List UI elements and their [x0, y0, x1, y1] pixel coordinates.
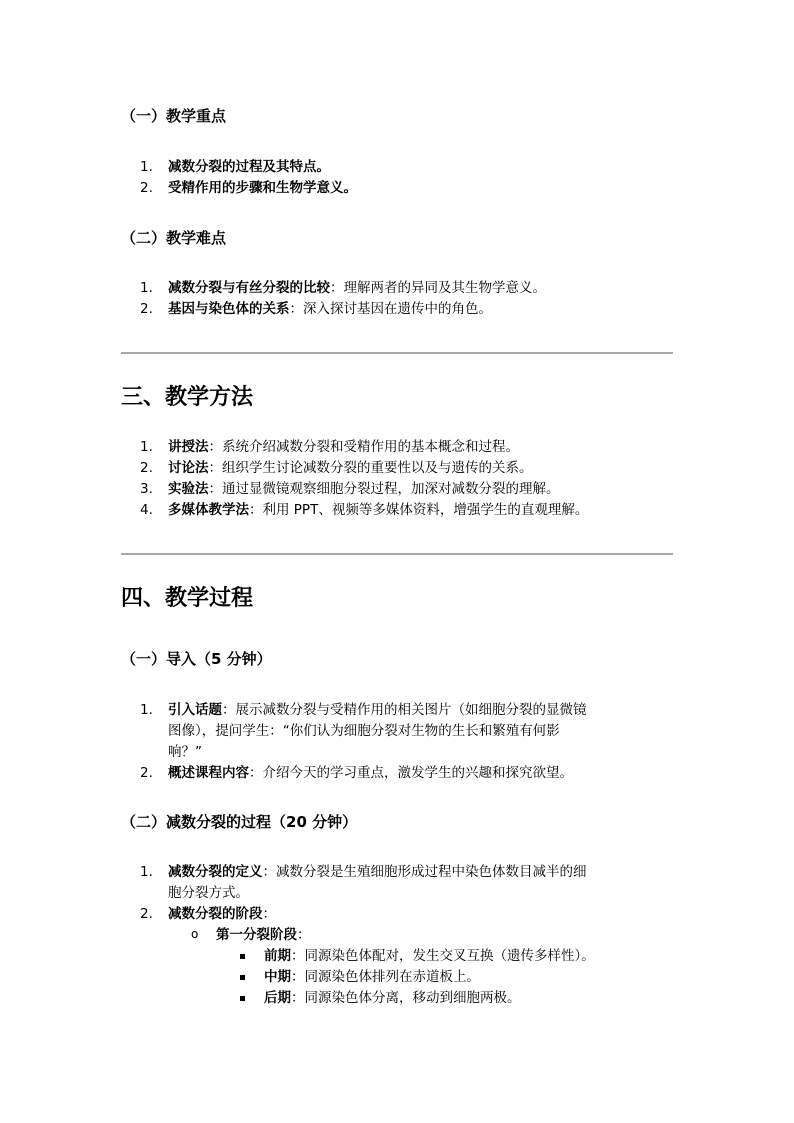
list-text: 减数分裂的过程及其特点。	[168, 159, 330, 175]
phase-text: 后期：同源染色体分离，移动到细胞两极。	[264, 990, 521, 1006]
list-text-continuation: 胞分裂方式。	[168, 885, 249, 901]
square-bullet-icon	[240, 954, 245, 959]
list-text: 引入话题：展示减数分裂与受精作用的相关图片（如细胞分裂的显微镜	[168, 702, 587, 718]
list-number: 2.	[140, 301, 153, 317]
circle-bullet-icon: o	[191, 927, 199, 941]
square-bullet-icon	[240, 975, 245, 980]
list-text: 减数分裂与有丝分裂的比较：理解两者的异同及其生物学意义。	[168, 280, 546, 296]
list-number: 1.	[140, 439, 153, 455]
section-divider	[121, 352, 673, 354]
phase-text: 前期：同源染色体配对，发生交叉互换（遗传多样性）。	[264, 948, 595, 964]
heading-intro: （一）导入（5 分钟）	[121, 650, 272, 668]
list-text: 讲授法：系统介绍减数分裂和受精作用的基本概念和过程。	[168, 439, 519, 455]
heading-teaching-process: 四、教学过程	[121, 586, 254, 611]
heading-teaching-focus: （一）教学重点	[121, 107, 227, 125]
heading-meiosis-process: （二）减数分裂的过程（20 分钟）	[121, 813, 358, 831]
list-number: 2.	[140, 765, 153, 781]
sub-list-text: 第一分裂阶段：	[216, 927, 311, 943]
list-number: 4.	[140, 502, 153, 518]
list-text-continuation: 响？”	[168, 744, 202, 760]
list-number: 2.	[140, 906, 153, 922]
list-text: 减数分裂的阶段：	[168, 906, 276, 922]
phase-text: 中期：同源染色体排列在赤道板上。	[264, 969, 480, 985]
list-number: 1.	[140, 280, 153, 296]
list-text: 多媒体教学法：利用 PPT、视频等多媒体资料，增强学生的直观理解。	[168, 502, 589, 518]
list-text: 概述课程内容：介绍今天的学习重点，激发学生的兴趣和探究欲望。	[168, 765, 573, 781]
list-number: 1.	[140, 702, 153, 718]
list-text: 减数分裂的定义：减数分裂是生殖细胞形成过程中染色体数目减半的细	[168, 864, 587, 880]
list-text: 受精作用的步骤和生物学意义。	[168, 180, 357, 196]
list-number: 1.	[140, 159, 153, 175]
square-bullet-icon	[240, 996, 245, 1001]
heading-teaching-difficulty: （二）教学难点	[121, 229, 227, 247]
list-text-continuation: 图像），提问学生：“你们认为细胞分裂对生物的生长和繁殖有何影	[168, 723, 560, 739]
list-number: 2.	[140, 460, 153, 476]
list-number: 1.	[140, 864, 153, 880]
list-number: 3.	[140, 481, 153, 497]
list-number: 2.	[140, 180, 153, 196]
section-divider	[121, 553, 673, 555]
list-text: 基因与染色体的关系：深入探讨基因在遗传中的角色。	[168, 301, 492, 317]
list-text: 讨论法：组织学生讨论减数分裂的重要性以及与遗传的关系。	[168, 460, 533, 476]
list-text: 实验法：通过显微镜观察细胞分裂过程，加深对减数分裂的理解。	[168, 481, 560, 497]
heading-teaching-methods: 三、教学方法	[121, 385, 254, 410]
